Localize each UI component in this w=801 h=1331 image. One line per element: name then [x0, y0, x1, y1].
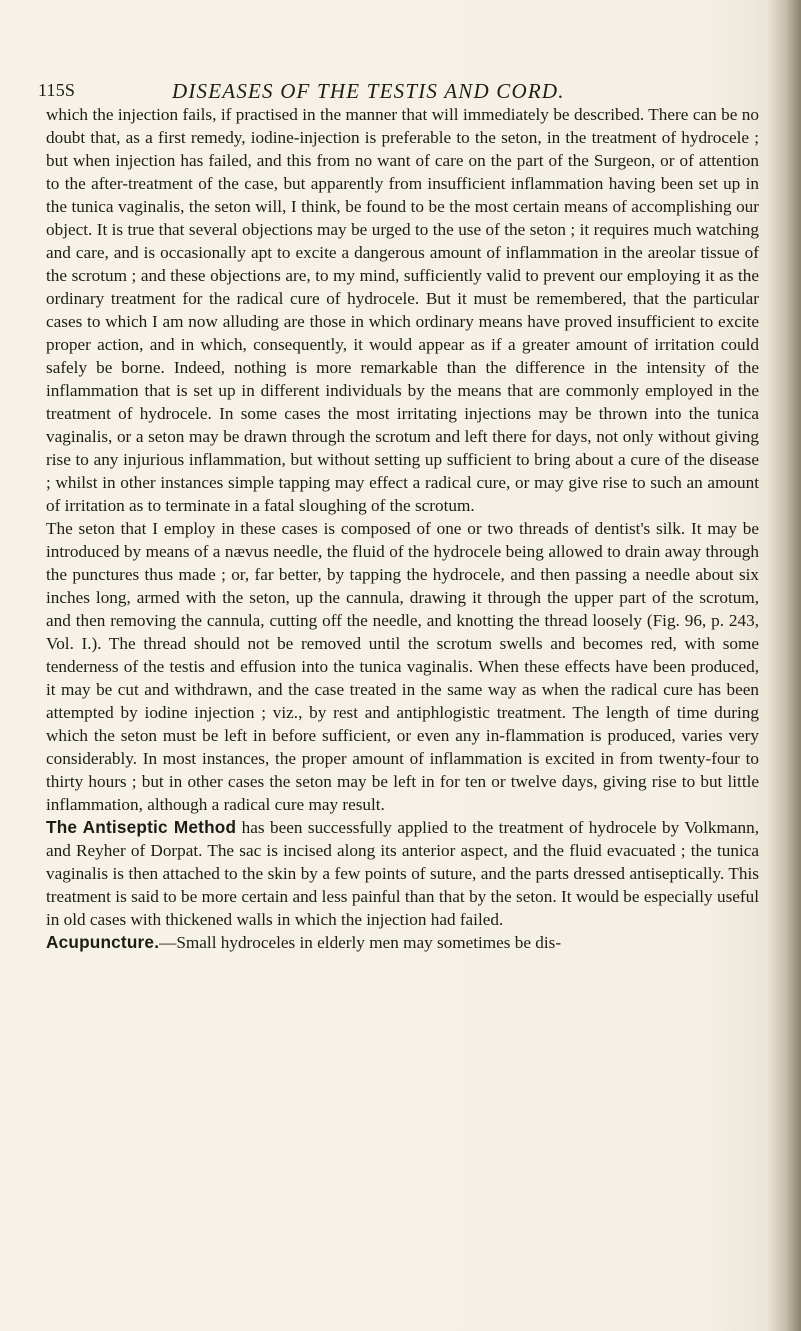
section-heading-acupuncture: Acupuncture. [46, 932, 160, 952]
paragraph-antiseptic-method [46, 816, 759, 931]
paragraph-text: The seton that I employ in these cases is composed of one or two threads of dentist's silk. It may be introduced by means of a nævus needle, the fluid of the hydrocele being allowed to drain away through the punctures thus made ; or, far better, by tapping the hydrocele, and then passing a needle about six inches long, armed with the seton, up the cannula, drawing it through the upper part of the scrotum, and then removing the cannula, cutting off the needle, and knotting the thread loosely (Fig. 96, p. 243, Vol. I.). The thread should not be removed until the scrotum swells and becomes red, with some tenderness of the testis and effusion into the tunica vaginalis. When these effects have been produced, it may be cut and withdrawn, and the case treated in the same way as when the radical cure has been attempted by iodine injection ; viz., by rest and antiphlogistic treatment. The length of time during which the seton must be left in before sufficient, or even any in-flammation is produced, varies very considerably. In most instances, the proper amount of inflammation is excited in from twenty-four to thirty hours ; but in other cases the seton may be left in for ten or twelve days, giving rise to but little inflammation, although a radical cure may result. [46, 519, 759, 814]
paragraph-text: —Small hydroceles in elderly men may sometimes be dis- [159, 933, 562, 952]
page-edge-shadow [767, 0, 801, 1331]
paragraph-text: has been successfully applied to the treatment of hydrocele by Volkmann, and Reyher of Dorpat. The sac is incised along its anterior aspect, and the fluid evacuated ; the tunica vaginalis is then attached to the skin by a few points of suture, and the parts dressed antiseptically. This treatment is said to be more certain and less painful than that by the seton. It would be especially useful in old cases with thickened walls in which the injection had failed. [46, 818, 759, 929]
paragraph-seton-technique [46, 517, 759, 816]
running-title: DISEASES OF THE TESTIS AND CORD. [172, 79, 565, 103]
paragraph-text: which the injection fails, if practised in the manner that will immediately be described. There can be no doubt that, as a first remedy, iodine-injection is preferable to the seton, in the treatment of hydrocele ; but when injection has failed, and this from no want of care on the part of the Surgeon, or of attention to the after-treatment of the case, but apparently from insufficient inflammation having been set up in the tunica vaginalis, the seton will, I think, be found to be the most certain means of accomplishing our object. It is true that several objections may be urged to the use of the seton ; it requires much watching and care, and is occasionally apt to excite a dangerous amount of inflammation in the areolar tissue of the scrotum ; and these objections are, to my mind, sufficiently valid to prevent our employing it as the ordinary treatment for the radical cure of hydrocele. But it must be remembered, that the particular cases to which I am now alluding are those in which ordinary means have proved insufficient to excite proper action, and in which, consequently, it would appear as if a greater amount of irritation could safely be borne. Indeed, nothing is more remarkable than the difference in the intensity of the inflammation that is set up in different individuals by the means that are commonly employed in the treatment of hydrocele. In some cases the most irritating injections may be thrown into the tunica vaginalis, or a seton may be drawn through the scrotum and left there for days, not only without giving rise to any injurious inflammation, but without setting up sufficient to bring about a cure of the disease ; whilst in other instances simple tapping may effect a radical cure, or may give rise to such an amount of irritation as to terminate in a fatal sloughing of the scrotum. [46, 105, 759, 515]
paragraph-acupuncture [46, 931, 759, 954]
paragraph-seton-discussion [46, 103, 759, 517]
body-text [46, 103, 759, 954]
page-number: 115S [38, 80, 76, 100]
section-heading-antiseptic-method: The Antiseptic Method [46, 817, 237, 837]
